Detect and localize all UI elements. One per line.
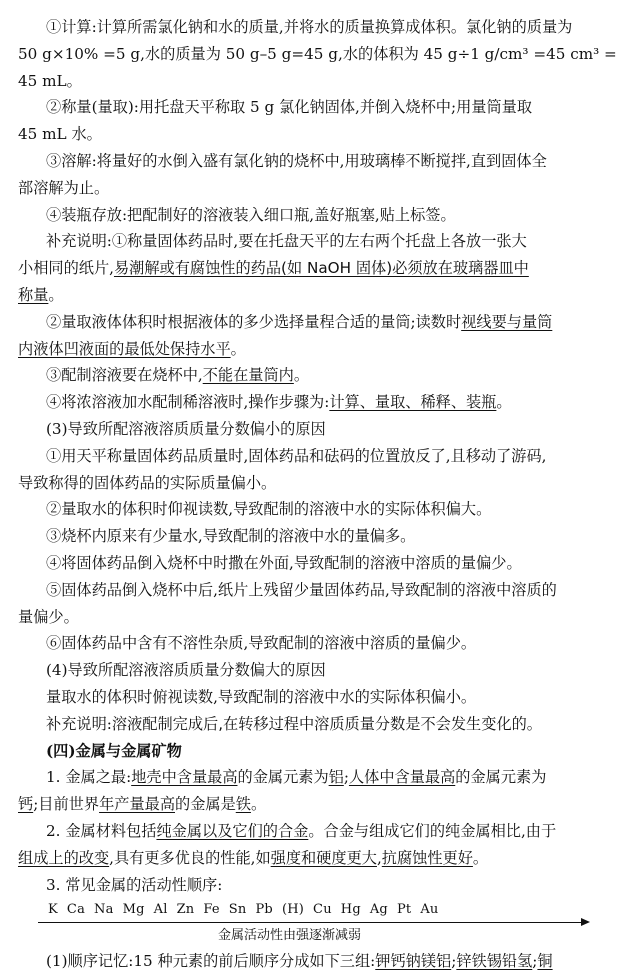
text-span: 溶液配制完成后,在转移过程中溶质质量分数是不会发生变化的	[111, 714, 527, 733]
text-span: ③溶解:将量好的水倒入盛有氯化钠的烧杯中,用玻璃棒不断搅拌,直到固体全	[46, 151, 547, 170]
text-span: 导致称得的固体药品的实际质量偏小。	[18, 473, 277, 492]
text-span: ③烧杯内原来有少量水,导致配制的溶液中水的量偏多。	[46, 527, 416, 546]
text-line-l15	[18, 389, 626, 416]
text-span: ④将固体药品倒入烧杯中时撒在外面,导致配制的溶液中溶质的量偏少。	[46, 553, 522, 572]
activity-arrow-line	[38, 922, 583, 923]
key-phrase: 视线要与量筒	[461, 312, 553, 331]
text-span: (四)金属与金属矿物	[46, 741, 182, 760]
text-span: ④装瓶存放:把配制好的溶液装入细口瓶,盖好瓶塞,贴上标签。	[46, 205, 456, 224]
text-line-l11	[18, 282, 626, 309]
text-span: ;目前世界	[33, 795, 100, 814]
text-span: ,	[376, 848, 382, 867]
text-span: ②称量(量取):用托盘天平称取 5 g 氯化钠固体,并倒入烧杯中;用量筒量取	[46, 98, 533, 117]
text-span: (4)导致所配溶液溶质质量分数偏大的原因	[46, 661, 326, 680]
text-span: ;	[451, 952, 457, 971]
metal-symbol: K	[48, 902, 58, 918]
key-phrase: 铝	[328, 768, 344, 787]
text-line-l6	[18, 148, 626, 175]
metal-symbol: Pb	[255, 902, 273, 918]
key-phrase: 称量	[18, 285, 49, 304]
text-span: 1. 金属之最:	[46, 768, 132, 787]
text-line-l34	[18, 948, 626, 975]
text-span: ①用天平称量固体药品质量时,固体药品和砝码的位置放反了,且移动了游码,	[46, 446, 547, 465]
text-line-l27	[18, 711, 626, 738]
text-span: 的金属元素为	[455, 768, 547, 787]
key-phrase: 纯金属以及它们的合金	[156, 821, 309, 840]
activity-caption: 金属活动性由强逐渐减弱	[218, 928, 362, 944]
key-phrase: 年产量最高	[99, 795, 175, 814]
text-line-l16	[18, 416, 626, 443]
text-span: (3)导致所配溶液溶质质量分数偏小的原因	[46, 419, 326, 438]
key-phrase: 计算、量取、稀释、装瓶	[329, 393, 497, 412]
text-line-l22	[18, 577, 626, 604]
text-line-l19	[18, 496, 626, 523]
key-phrase: 地壳中含量最高	[131, 768, 238, 787]
text-span: 部溶解为止。	[18, 178, 110, 197]
text-line-l23	[18, 604, 626, 631]
metal-symbol: Ca	[66, 902, 86, 918]
text-line-l2	[18, 41, 626, 68]
text-span: 的金属是	[175, 795, 236, 814]
text-line-l24	[18, 630, 626, 657]
key-phrase: 人体中含量最高	[348, 768, 456, 787]
text-line-l20	[18, 523, 626, 550]
text-span: 。	[230, 339, 246, 358]
text-span: 2. 金属材料包括	[46, 821, 157, 840]
text-line-l4	[18, 94, 626, 121]
text-span: 50 g×10% =5 g,水的质量为 50 g–5 g=45 g,水的体积为 45 g÷1 g/cm³ =45 cm³ =	[18, 44, 617, 63]
text-line-l32	[18, 845, 626, 872]
text-span: 。合金与组成它们的纯金属相比,由于	[308, 821, 557, 840]
text-line-l33	[18, 872, 626, 899]
metal-symbol: Pt	[396, 902, 412, 918]
text-line-l12	[18, 309, 626, 336]
text-span: ;	[343, 768, 349, 787]
text-span: (1)顺序记忆:15 种元素的前后顺序分成如下三组:	[46, 952, 376, 971]
text-span: 补充说明:	[46, 714, 112, 733]
text-line-l1	[18, 14, 626, 41]
metal-symbol: Sn	[228, 902, 247, 918]
text-span: ①计算:计算所需氯化钠和水的质量,并将水的质量换算成体积。氯化钠的质量为	[46, 18, 573, 36]
key-phrase: 不能在量筒内	[202, 366, 294, 385]
metal-symbol: Hg	[340, 902, 361, 918]
text-span: 。	[472, 848, 489, 867]
text-span: ;	[532, 952, 538, 971]
text-span: 。	[496, 393, 512, 412]
key-phrase: 易潮解或有腐蚀性的药品(如 NaOH 固体)必须放在玻璃器皿中	[113, 259, 529, 278]
text-span: 量取水的体积时俯视读数,导致配制的溶液中水的实际体积偏小。	[46, 687, 477, 706]
key-phrase: 钾钙钠镁铝	[375, 952, 452, 971]
text-span: ⑥固体药品中含有不溶性杂质,导致配制的溶液中溶质的量偏少。	[46, 634, 477, 653]
text-span: 补充说明:①称量固体药品时,要在托盘天平的左右两个托盘上各放一张大	[46, 232, 527, 251]
metal-symbol: Cu	[313, 902, 332, 918]
text-line-l25	[18, 657, 626, 684]
text-line-l17	[18, 443, 626, 470]
text-line-l9	[18, 228, 626, 255]
text-line-l18	[18, 470, 626, 497]
text-span: 45 mL。	[18, 71, 82, 90]
metal-symbol: Au	[420, 902, 439, 918]
text-span: ②量取水的体积时仰视读数,导致配制的溶液中水的实际体积偏大。	[46, 500, 492, 519]
text-line-l10	[18, 255, 626, 282]
text-line-l21	[18, 550, 626, 577]
text-span: 。	[250, 795, 267, 814]
text-line-l7	[18, 175, 626, 202]
text-line-l26	[18, 684, 626, 711]
text-span: ②量取液体体积时根据液体的多少选择量程合适的量筒;读数时	[46, 312, 462, 331]
metal-symbol: Zn	[176, 902, 195, 918]
key-phrase: 铁	[235, 795, 251, 814]
key-phrase: 组成上的改变	[18, 848, 110, 867]
text-line-l30	[18, 791, 626, 818]
text-block	[18, 14, 626, 898]
metal-symbol: Al	[153, 902, 168, 918]
text-line-l14	[18, 362, 626, 389]
key-phrase: 铜	[537, 952, 553, 971]
key-phrase: 抗腐蚀性更好	[381, 848, 473, 867]
text-span: 。	[293, 366, 310, 385]
text-line-l3	[18, 68, 626, 95]
text-span: ⑤固体药品倒入烧杯中后,纸片上残留少量固体药品,导致配制的溶液中溶质的	[46, 580, 557, 599]
key-phrase: 锌铁锡铅氢	[456, 952, 533, 971]
key-phrase: 强度和硬度更大	[270, 848, 377, 867]
text-line-l31	[18, 818, 626, 845]
metal-symbol: Ag	[369, 902, 388, 918]
text-span: 3. 常见金属的活动性顺序:	[46, 875, 223, 894]
text-block-bottom	[18, 948, 626, 975]
metal-activity-series	[18, 900, 626, 948]
text-line-l28	[18, 738, 626, 765]
text-span: ④将浓溶液加水配制稀溶液时,操作步骤为:	[46, 393, 330, 412]
text-span: ③配制溶液要在烧杯中,	[46, 366, 203, 385]
text-line-l13	[18, 336, 626, 363]
document-page	[18, 14, 626, 975]
text-span: 。	[48, 285, 64, 304]
metal-symbol: Na	[94, 902, 114, 918]
key-phrase: 内液体凹液面的最低处保持水平	[18, 339, 231, 358]
metal-symbol: Mg	[122, 902, 145, 918]
text-span: 小相同的纸片,	[18, 259, 114, 278]
text-span: 的金属元素为	[237, 768, 329, 787]
key-phrase: 钙	[18, 795, 34, 814]
text-line-l29	[18, 764, 626, 791]
text-span: 45 mL 水。	[18, 125, 102, 144]
metal-symbol: (H)	[281, 902, 305, 918]
text-span: 量偏少。	[18, 607, 79, 626]
arrow-head-icon	[581, 918, 590, 926]
text-line-l8	[18, 202, 626, 229]
text-line-l5	[18, 121, 626, 148]
text-span: ,具有更多优良的性能,如	[109, 848, 271, 867]
metal-symbol: Fe	[203, 902, 220, 918]
text-span: 。	[526, 714, 542, 733]
